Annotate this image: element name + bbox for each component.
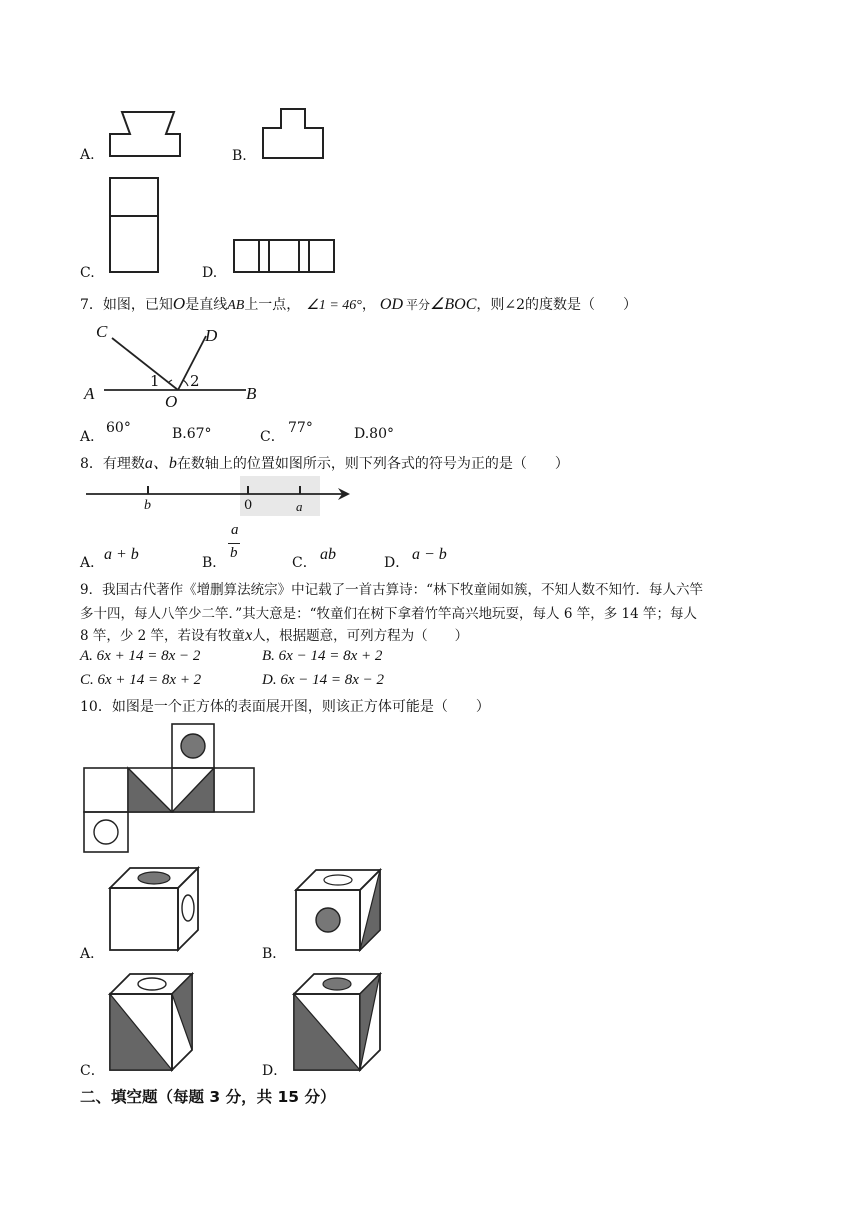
q10-option-a-label: A． [80, 946, 105, 962]
q7-stem: 7．如图，已知O是直线AB上一点， ∠1 = 46°， OD 平分∠BOC，则∠2的度数是（ ） [80, 294, 638, 313]
q8-option-c-label: C． [292, 555, 317, 571]
q9-line-2: 多十四，每人八竿少二竿．”其大意是：“牧童们在树下拿着竹竿高兴地玩耍，每人 6 竿，多 14 竿；每人 [80, 606, 697, 622]
q6-option-c-label: C. [80, 265, 95, 281]
q8-number-line [80, 476, 360, 520]
q7-fig-label-a: A [84, 384, 95, 403]
q8-option-b-num: a [231, 522, 239, 538]
q9-option-d: D. 6x − 14 = 8x − 2 [262, 672, 385, 688]
q8-option-b-bar [228, 543, 240, 544]
q10-stem: 10．如图是一个正方体的表面展开图，则该正方体可能是（ ） [80, 699, 490, 715]
q10-cube-b [290, 866, 386, 956]
q6-figure-a [108, 108, 183, 160]
q7-option-a-value: 60° [106, 420, 131, 436]
q8-option-c-value: ab [320, 546, 336, 563]
q6-figure-b [261, 106, 327, 162]
q7-options [80, 422, 480, 444]
q8-options [80, 522, 480, 571]
q10-option-b-label: B． [262, 946, 287, 962]
q9-option-c: C. 6x + 14 = 8x + 2 [80, 672, 202, 688]
q8-option-b-den: b [230, 545, 238, 561]
q8-option-a-label: A． [80, 555, 105, 571]
q10-cube-a [106, 862, 202, 954]
q8-option-b-label: B． [202, 555, 227, 571]
q8-stem: 8．有理数a、b在数轴上的位置如图所示，则下列各式的符号为正的是（ ） [80, 455, 569, 472]
section-heading: 二、填空题（每题 3 分，共 15 分） [80, 1088, 336, 1106]
q7-option-d: D.80° [354, 426, 394, 442]
q7-option-c-value: 77° [288, 420, 313, 436]
q7-option-c-label: C． [260, 429, 285, 445]
q10-option-c-label: C． [80, 1063, 105, 1079]
q10-option-d-label: D． [262, 1063, 288, 1079]
q7-option-b: B.67° [172, 426, 212, 442]
q7-fig-label-o: O [165, 392, 178, 411]
q10-cube-net [80, 720, 260, 856]
q6-option-d-label: D. [202, 265, 218, 281]
q6-figure-c [108, 176, 162, 276]
q7-option-a-label: A． [80, 429, 105, 445]
q7-fig-label-2: 2 [190, 372, 200, 390]
q9-option-b: B. 6x − 14 = 8x + 2 [262, 648, 383, 664]
q8-axis-label-0: 0 [244, 498, 253, 513]
q10-cube-d [290, 970, 386, 1074]
q6-figure-d [232, 238, 338, 276]
q8-axis-label-b: b [144, 498, 151, 513]
q7-fig-label-c: C [96, 322, 108, 341]
q7-fig-label-b: B [246, 384, 257, 403]
q9-line-1: 9．我国古代著作《增删算法统宗》中记载了一首古算诗：“林下牧童闹如簇，不知人数不知竹．每人六竿 [80, 582, 703, 598]
q8-axis-label-a: a [296, 499, 303, 514]
q9-option-a: A. 6x + 14 = 8x − 2 [80, 648, 201, 664]
q9-line-3: 8 竿，少 2 竿，若设有牧童x人，根据题意，可列方程为（ ） [80, 627, 469, 644]
q8-option-a-value: a + b [104, 546, 139, 563]
q7-fig-label-d: D [205, 326, 218, 345]
q6-option-a-label: A. [80, 147, 95, 163]
q7-fig-label-1: 1 [150, 372, 160, 390]
q10-cube-c [106, 970, 196, 1074]
q8-option-d-value: a − b [412, 546, 447, 563]
q8-option-d-label: D． [384, 555, 410, 571]
q6-option-b-label: B. [232, 148, 247, 164]
